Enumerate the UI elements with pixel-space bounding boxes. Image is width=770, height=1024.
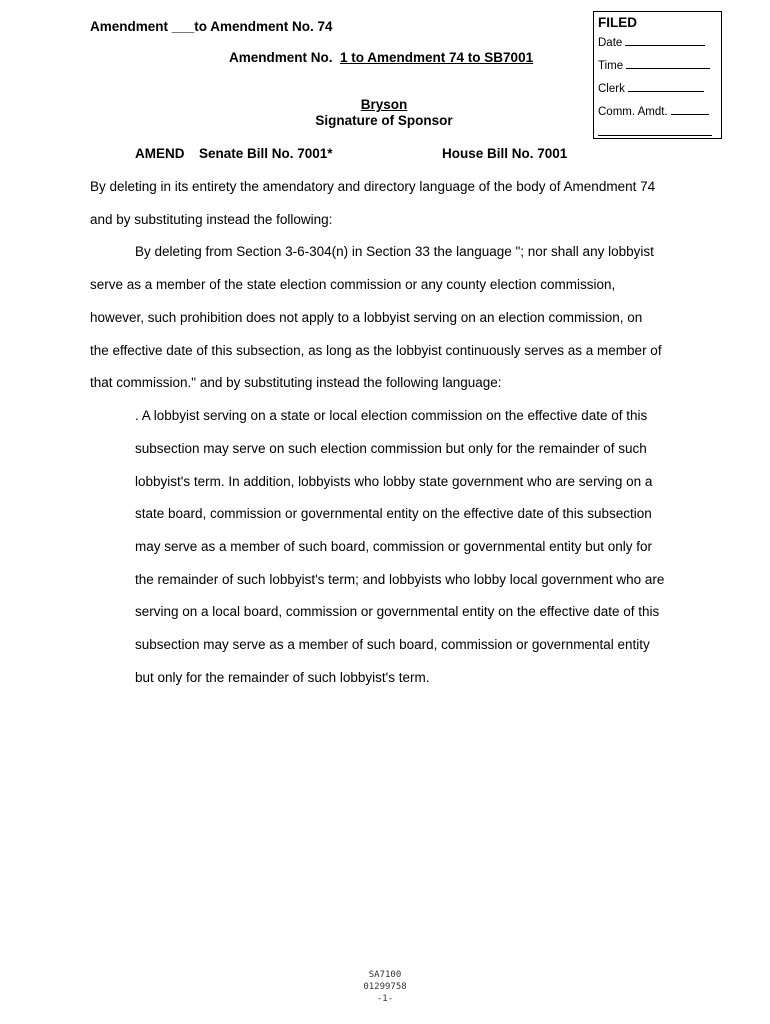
body-line: subsection may serve on such election commission but only for the remainder of such	[135, 441, 647, 456]
body-line: the remainder of such lobbyist's term; and lobbyists who lobby local government who are	[135, 572, 665, 587]
body-line: the effective date of this subsection, as long as the lobbyist continuously serves as a member of	[90, 343, 662, 358]
filed-blank-row	[598, 125, 712, 140]
filed-time-label: Time	[598, 60, 624, 72]
body-line: but only for the remainder of such lobbyist's term.	[135, 670, 430, 685]
filed-comm-row	[598, 104, 709, 119]
filed-blank-line	[598, 125, 712, 136]
filed-stamp-box	[593, 11, 722, 139]
footer-code: SA7100	[368, 970, 402, 980]
body-line: and by substituting instead the following:	[90, 212, 333, 227]
sponsor-name: Bryson	[360, 97, 408, 112]
senate-bill-number: Senate Bill No. 7001*	[199, 146, 333, 161]
filed-time-line	[626, 58, 710, 69]
filed-date-line	[625, 35, 705, 46]
body-line: By deleting in its entirety the amendatory and directory language of the body of Amendment 74	[90, 179, 656, 194]
filed-time-row	[598, 58, 710, 73]
body-line: lobbyist's term. In addition, lobbyists who lobby state government who are serving on a	[135, 474, 653, 489]
body-line: may serve as a member of such board, commission or governmental entity but only for	[135, 539, 652, 554]
body-line: serve as a member of the state election commission or any county election commission,	[90, 277, 616, 292]
body-line: . A lobbyist serving on a state or local election commission on the effective date of this	[135, 408, 648, 423]
amendment-heading: Amendment ___to Amendment No. 74	[90, 19, 333, 34]
sponsor-label: Signature of Sponsor	[315, 113, 453, 128]
filed-date-label: Date	[598, 37, 623, 49]
house-bill-number: House Bill No. 7001	[442, 146, 568, 161]
filed-clerk-row	[598, 81, 704, 96]
filed-clerk-line	[628, 81, 704, 92]
body-line: By deleting from Section 3-6-304(n) in Section 33 the language "; nor shall any lobbyist	[135, 244, 654, 259]
body-line: however, such prohibition does not apply to a lobbyist serving on an election commission, on	[90, 310, 643, 325]
bill-amend-label: AMEND	[135, 146, 185, 161]
page-number: -1-	[376, 994, 394, 1004]
filed-clerk-label: Clerk	[598, 83, 625, 95]
footer-number: 01299758	[363, 982, 407, 992]
amendment-number-detail: 1 to Amendment 74 to SB7001	[340, 50, 534, 65]
filed-comm-label: Comm. Amdt.	[598, 106, 668, 118]
filed-date-row	[598, 35, 705, 50]
filed-comm-line	[671, 104, 709, 115]
body-line: state board, commission or governmental entity on the effective date of this subsection	[135, 506, 652, 521]
filed-title: FILED	[598, 15, 637, 30]
amendment-number-prefix: Amendment No.	[229, 50, 333, 65]
body-line: subsection may serve as a member of such board, commission or governmental entity	[135, 637, 650, 652]
body-line: that commission." and by substituting instead the following language:	[90, 375, 502, 390]
body-line: serving on a local board, commission or governmental entity on the effective date of this	[135, 604, 660, 619]
